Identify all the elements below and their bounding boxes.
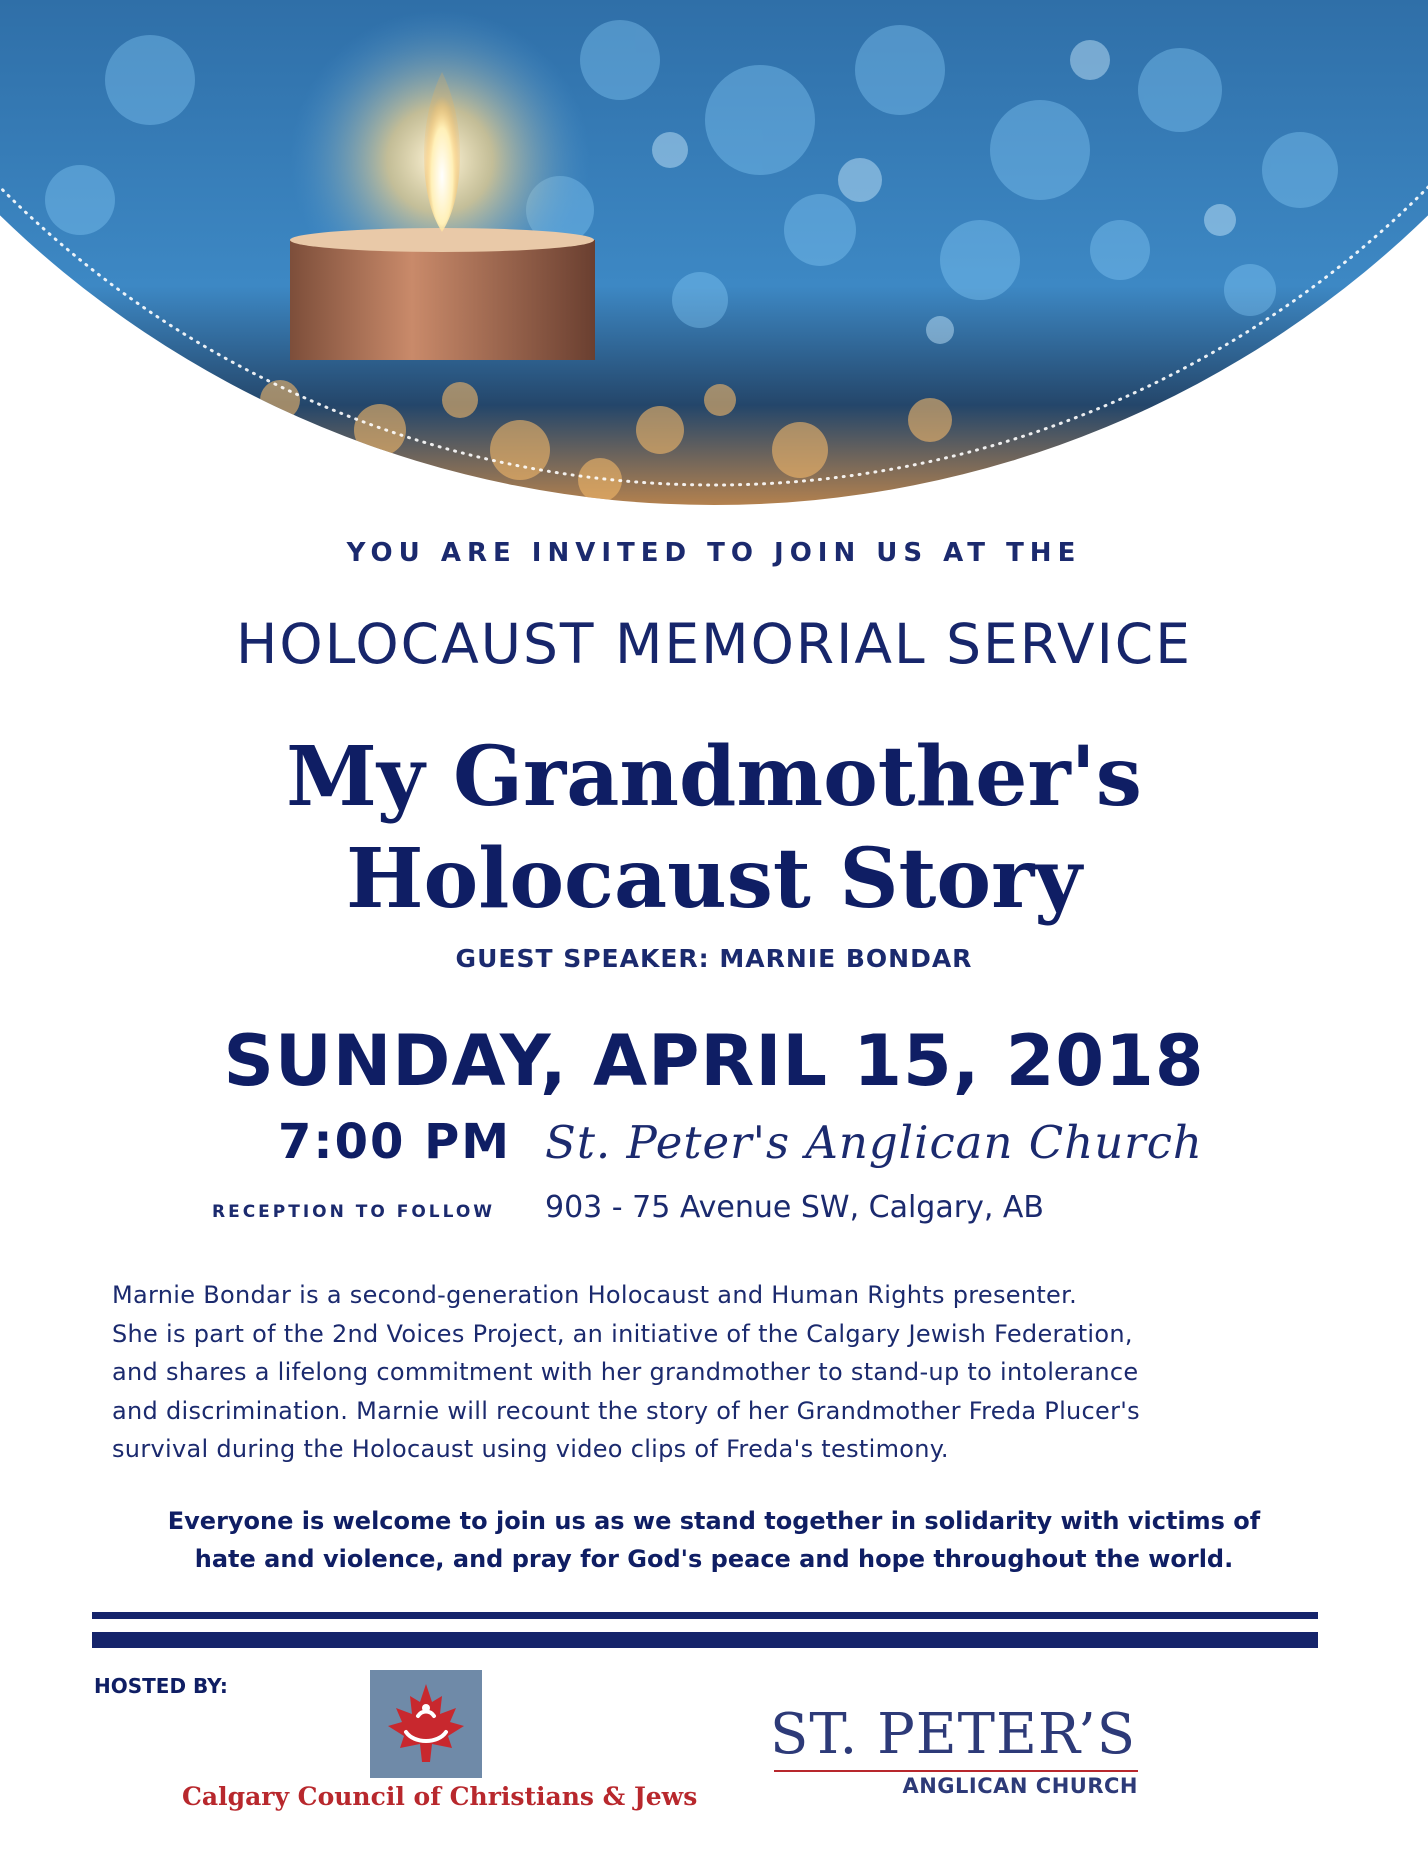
bio-line: and shares a lifelong commitment with her grandmother to stand-up to intolerance [112, 1358, 1139, 1386]
welcome-line: Everyone is welcome to join us as we stand together in solidarity with victims of [167, 1507, 1261, 1535]
hero-candle-image [0, 0, 1428, 520]
invite-line: YOU ARE INVITED TO JOIN US AT THE [346, 538, 1082, 568]
divider-thin [92, 1612, 1318, 1619]
event-venue: St. Peter's Anglican Church [545, 1116, 1203, 1169]
welcome-line: hate and violence, and pray for God's peace and hope throughout the world. [194, 1545, 1234, 1573]
hosted-by-label: HOSTED BY: [94, 1674, 228, 1698]
welcome-message [0, 1502, 1428, 1578]
reception-note: RECEPTION TO FOLLOW [212, 1202, 496, 1222]
st-peters-logo-name: ST. PETER’S [770, 1702, 1137, 1767]
event-date: SUNDAY, APRIL 15, 2018 [223, 1020, 1205, 1102]
service-title: HOLOCAUST MEMORIAL SERVICE [236, 612, 1192, 676]
event-time: 7:00 PM [278, 1114, 512, 1170]
bio-line: and discrimination. Marnie will recount the story of her Grandmother Freda Plucer's [112, 1396, 1140, 1425]
story-title-line-1: My Grandmother's [286, 729, 1142, 825]
speaker-bio [112, 1276, 1342, 1469]
bio-line: She is part of the 2nd Voices Project, an initiative of the Calgary Jewish Federation, [112, 1319, 1133, 1348]
venue-address: 903 - 75 Avenue SW, Calgary, AB [545, 1190, 1044, 1225]
divider-thick [92, 1632, 1318, 1648]
bio-line: survival during the Holocaust using video clips of Freda's testimony. [112, 1435, 949, 1463]
st-peters-logo-subtitle: ANGLICAN CHURCH [902, 1774, 1138, 1798]
cccj-name: Calgary Council of Christians & Jews [182, 1782, 698, 1811]
story-title [0, 726, 1428, 930]
maple-leaf-hands-icon [370, 1670, 482, 1778]
bio-line: Marnie Bondar is a second-generation Holocaust and Human Rights presenter. [112, 1281, 1077, 1309]
st-peters-logo-rule [774, 1770, 1138, 1772]
guest-speaker: GUEST SPEAKER: MARNIE BONDAR [455, 944, 973, 973]
story-title-line-2: Holocaust Story [346, 831, 1082, 927]
